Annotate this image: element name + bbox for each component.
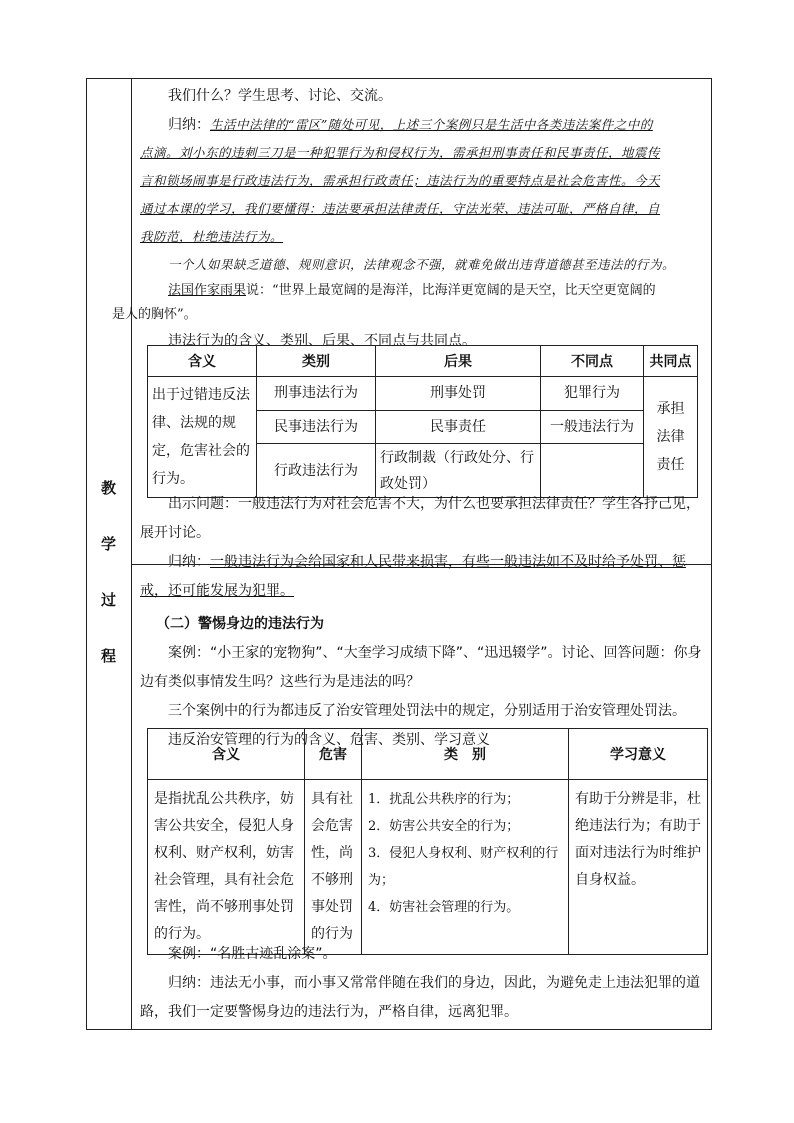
- table-caption: 违反治安管理的行为的含义、危害、类别、学习意义: [168, 732, 490, 748]
- table-cell: 犯罪行为: [541, 377, 644, 411]
- quote-text: 说：“世界上最宽阔的是海洋，比海洋更宽阔的是天空，比天空更宽阔的: [246, 283, 656, 298]
- sidebar-char: 程: [100, 647, 116, 665]
- summary-label: 归纳：: [168, 117, 210, 133]
- table-cell: 刑事违法行为: [257, 377, 376, 411]
- table-header: 后果: [376, 346, 541, 377]
- summary-text: 一般违法行为会给国家和人民带来损害，有些一般违法如不及时给予处罚、惩戒，还可能发展为犯罪。: [140, 554, 686, 599]
- handwritten-text: 通过本课的学习，我们要懂得：违法要承担法律责任，守法光荣、违法可耻，严格自律，自: [140, 201, 661, 216]
- table-cell: 民事责任: [376, 410, 541, 444]
- table-cell: 行政违法行为: [257, 444, 376, 498]
- table-header: 类 别: [362, 729, 569, 780]
- category-item: 1．扰乱公共秩序的行为；: [368, 792, 520, 807]
- table-cell: 承担法律责任: [644, 377, 698, 498]
- table-cell: 行政制裁（行政处分、行政处罚）: [376, 444, 541, 498]
- paragraph: 出示问题：一般违法行为对社会危害不大，为什么也要承担法律责任？学生各抒己见，展开讨论。: [140, 496, 700, 541]
- table-row: [148, 780, 708, 955]
- category-item: 3．侵犯人身权利、财产权利的行为；: [368, 846, 559, 888]
- section-title: （二）警惕身边的违法行为: [156, 616, 324, 632]
- summary-paragraph: 归纳：违法无小事，而小事又常常伴随在我们的身边，因此，为避免走上违法犯罪的道路，我们一定要警惕身边的违法行为，严格自律，远离犯罪。: [140, 975, 700, 1020]
- summary-paragraph: [140, 111, 706, 139]
- violation-table: [147, 345, 698, 498]
- table-cell: 有助于分辨是非，杜绝违法行为；有助于面对违法行为时维护自身权益。: [569, 780, 708, 955]
- table-header: 类别: [257, 346, 376, 377]
- section-divider: [131, 564, 712, 565]
- table-header: 含义: [148, 729, 305, 780]
- table-header: 学习意义: [569, 729, 708, 780]
- public-order-table: [147, 728, 708, 955]
- sidebar-char: 教: [100, 479, 116, 497]
- handwritten-text: 我防范，杜绝违法行为。: [140, 229, 284, 244]
- paragraph: 我们什么？学生思考、讨论、交流。: [168, 88, 392, 104]
- table-caption: 违法行为的含义、类别、后果、不同点与共同点。: [168, 333, 476, 349]
- paragraph: 三个案例中的行为都违反了治安管理处罚法中的规定，分别适用于治安管理处罚法。: [168, 703, 686, 719]
- table-row: [148, 377, 698, 411]
- table-cell: 一般违法行为: [541, 410, 644, 444]
- table-cell: 具有社会危害性，尚不够刑事处罚的行为: [305, 780, 362, 955]
- table-header: 不同点: [541, 346, 644, 377]
- table-cell: 出于过错违反法律、法规的规定，危害社会的行为。: [148, 377, 257, 498]
- table-header: 含义: [148, 346, 257, 377]
- paragraph: 案例：“名胜古迹乱涂案”。: [168, 946, 337, 962]
- sidebar-char: 过: [100, 591, 116, 609]
- paragraph: 一个人如果缺乏道德、规则意识，法律观念不强，就难免做出违背道德甚至违法的行为。: [168, 257, 676, 272]
- table-header: 危害: [305, 729, 362, 780]
- table-cell: 刑事处罚: [376, 377, 541, 411]
- summary-label: 归纳：: [168, 554, 210, 570]
- table-cell: 民事违法行为: [257, 410, 376, 444]
- lesson-content-2: [140, 490, 706, 755]
- handwritten-text: 点滴。刘小东的违刺三刀是一种犯罪行为和侵权行为，需承担刑事责任和民事责任，地震传: [140, 145, 661, 160]
- quote-paragraph: [112, 279, 706, 327]
- column-divider: [131, 78, 132, 1030]
- lesson-content: [112, 82, 706, 356]
- summary-paragraph: [140, 548, 706, 606]
- category-item: 4．妨害社会管理的行为。: [368, 900, 520, 915]
- handwritten-text: 言和锁场闹事是行政违法行为，需承担行政责任；违法行为的重要特点是社会危害性。今天: [140, 173, 661, 188]
- sidebar-label: [86, 460, 131, 684]
- handwritten-text: 生活中法律的“雷区”随处可见，上述三个案例只是生活中各类违法案件之中的: [210, 117, 653, 132]
- table-header: 共同点: [644, 346, 698, 377]
- sidebar-char: 学: [100, 535, 116, 553]
- table-cell: [362, 780, 569, 955]
- lesson-content-3: [140, 940, 706, 1027]
- paragraph: 案例：“小王家的宠物狗”、“大奎学习成绩下降”、“迅迅辍学”。讨论、回答问题：你身边有类似事情发生吗？这些行为是违法的吗？: [140, 645, 702, 690]
- summary-paragraph-cont: [140, 139, 706, 251]
- quote-speaker: 法国作家雨果: [168, 283, 247, 298]
- quote-text: 是人的胸怀”。: [112, 307, 197, 322]
- category-item: 2．妨害公共安全的行为；: [368, 819, 520, 834]
- table-cell: 是指扰乱公共秩序，妨害公共安全，侵犯人身权利、财产权利，妨害社会管理，具有社会危害性，尚不够刑事处罚的行为。: [148, 780, 305, 955]
